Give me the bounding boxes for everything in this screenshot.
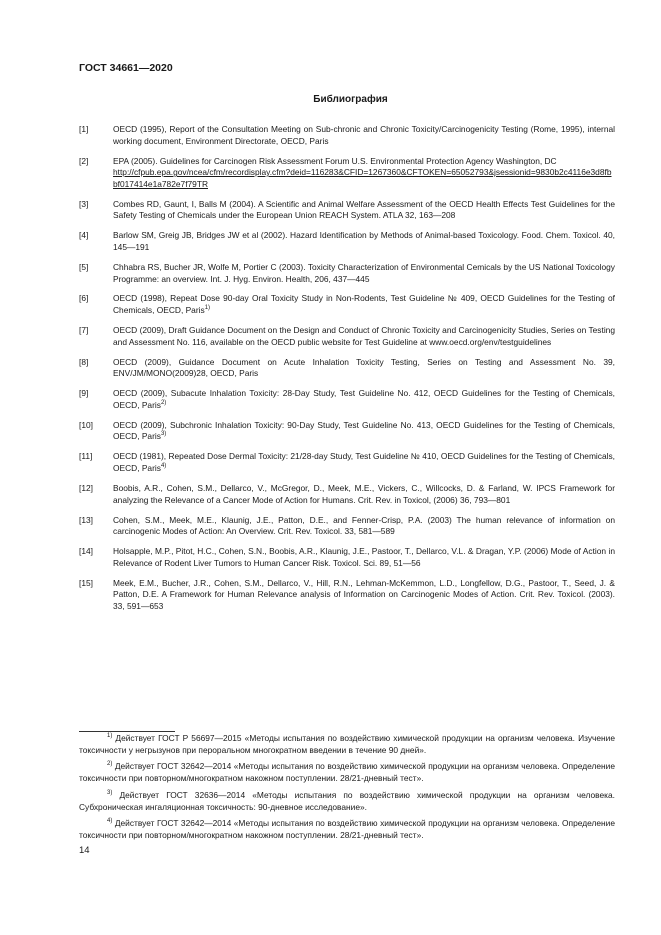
reference-item — [79, 357, 615, 380]
footnote-list — [79, 733, 615, 847]
reference-item — [79, 262, 615, 285]
footnote-text: Действует ГОСТ Р 56697—2015 «Методы испытания по воздействию химической продукции на организм человека. Изучение токсичности у негрызунов при пероральном многократном введении в течение 90 дней». — [79, 733, 615, 755]
reference-number: [11] — [79, 451, 93, 462]
reference-item — [79, 388, 615, 411]
reference-text: OECD (2009), Guidance Document on Acute Inhalation Toxicity Testing, Series on Testing and Assessment No. 39, ENV/JM/MONO(2009)28, OECD, Paris — [113, 356, 615, 379]
reference-text-block — [113, 451, 615, 474]
reference-list — [79, 124, 615, 621]
reference-number: [6] — [79, 293, 89, 304]
reference-text: Combes RD, Gaunt, I, Balls M (2004). A Scientific and Animal Welfare Assessment of the OECD Health Effects Test Guidelines for the Safety Testing of Chemicals under the European Union REACH System. ATLA 32, 163—208 — [113, 198, 615, 221]
reference-item — [79, 515, 615, 538]
reference-link[interactable]: http://cfpub.epa.gov/ncea/cfm/recordisplay.cfm?deid=116283&CFID=1267360&CFTOKEN=65052793&jsessionid=9830b2c4116e3d8fbbf017414e1a782e7f79TR — [113, 167, 612, 189]
reference-text-block — [113, 420, 615, 443]
reference-number: [14] — [79, 546, 93, 557]
bibliography-title: Библиография — [313, 94, 388, 105]
reference-item — [79, 230, 615, 253]
reference-item — [79, 451, 615, 474]
footnote-marker[interactable]: 1) — [204, 305, 211, 312]
page-number: 14 — [79, 845, 90, 856]
reference-number: [9] — [79, 388, 89, 399]
reference-number: [5] — [79, 261, 89, 272]
document-code: ГОСТ 34661—2020 — [79, 62, 173, 74]
reference-text: EPA (2005). Guidelines for Carcinogen Risk Assessment Forum U.S. Environmental Protection Agency Washington, DC — [113, 155, 557, 166]
reference-number: [1] — [79, 124, 89, 134]
reference-item — [79, 156, 615, 191]
footnote — [79, 818, 615, 841]
reference-item — [79, 546, 615, 569]
reference-text: Holsapple, M.P., Pitot, H.C., Cohen, S.N., Boobis, A.R., Klaunig, J.E., Pastoor, T., Dellarco, V.L. & Dragan, Y.P. (2006) Mode of Action in Relevance of Rodent Liver Tumors to Human Cancer Risk. Toxicol. Sci. 89, 51—56 — [113, 546, 615, 568]
reference-text: OECD (1998), Repeat Dose 90-day Oral Toxicity Study in Non-Rodents, Test Guideline № 409, OECD Guidelines for the Testing of Chemicals, OECD, Paris — [113, 293, 615, 316]
reference-number: [2] — [79, 155, 89, 166]
footnote-mark: 1) — [107, 733, 113, 739]
reference-text: OECD (1995), Report of the Consultation Meeting on Sub-chronic and Chronic Toxicity/Carcinogenicity Testing (Rome, 1995), internal working document, Environment Directorate, OECD, Paris — [113, 124, 615, 146]
reference-item — [79, 578, 615, 613]
footnote-marker[interactable]: 2) — [160, 399, 167, 406]
footnote-text: Действует ГОСТ 32642—2014 «Методы испытания по воздействию химической продукции на организм человека. Определение токсичности при повторном/многократном накожном поступлении. 28/21-дневный тест». — [79, 761, 615, 784]
footnote-text: Действует ГОСТ 32642—2014 «Методы испытания по воздействию химической продукции на организм человека. Определение токсичности при повторном/многократном накожном поступлении. 28/21-дневный тест». — [79, 818, 615, 840]
footnote-mark: 2) — [107, 761, 113, 768]
footnote-mark: 4) — [107, 818, 113, 825]
reference-text-block — [113, 293, 615, 316]
footnote — [79, 733, 615, 756]
reference-item — [79, 199, 615, 222]
reference-text: OECD (2009), Subchronic Inhalation Toxicity: 90-Day Study, Test Guideline No. 413, OECD Guidelines for the Testing of Chemicals, OECD, Paris — [113, 419, 615, 442]
reference-number: [15] — [79, 577, 93, 588]
footnote — [79, 761, 615, 784]
footnote-marker[interactable]: 4) — [160, 462, 167, 469]
reference-text-block — [113, 388, 615, 411]
reference-number: [3] — [79, 198, 89, 209]
reference-text: Meek, E.M., Bucher, J.R., Cohen, S.M., Dellarco, V., Hill, R.N., Lehman-McKemmon, L.D., Longfellow, D.G., Pastoor, T., Seed, J. & Patton, D.E. A Framework for Human Relevance analysis of Information on Carcinogenic Modes of Action. Crit. Rev. Toxicol. (2003). 33, 591—653 — [113, 577, 615, 611]
reference-text: Cohen, S.M., Meek, M.E., Klaunig, J.E., Patton, D.E., and Fenner-Crisp, P.A. (2003) The human relevance of information on carcinogenic Modes of Action: An Overview. Crit. Rev. Toxicol. 33, 581—589 — [113, 514, 615, 537]
reference-item — [79, 483, 615, 506]
reference-number: [12] — [79, 482, 93, 493]
reference-text: OECD (1981), Repeated Dose Dermal Toxicity: 21/28-day Study, Test Guideline № 410, OECD Guidelines for the Testing of Chemicals, OECD, Paris — [113, 451, 615, 473]
reference-item — [79, 325, 615, 348]
reference-number: [8] — [79, 356, 89, 367]
reference-number: [13] — [79, 514, 93, 525]
footnote-marker[interactable]: 3) — [160, 431, 167, 438]
reference-number: [10] — [79, 419, 93, 430]
reference-text: OECD (2009), Subacute Inhalation Toxicity: 28-Day Study, Test Guideline No. 412, OECD Guidelines for the Testing of Chemicals, OECD, Paris — [113, 388, 615, 410]
footnote-mark: 3) — [107, 789, 113, 796]
footnote — [79, 790, 615, 813]
reference-text: Boobis, A.R., Cohen, S.M., Dellarco, V., McGregor, D., Meek, M.E., Vickers, C., Willcocks, D. & Farland, W. IPCS Framework for analyzing the Relevance of a Cancer Mode of Action for Humans. Crit. Rev. in Toxicol, (2006) 36, 793—801 — [113, 482, 615, 505]
footnote-divider — [79, 731, 175, 732]
reference-text: Chhabra RS, Bucher JR, Wolfe M, Portier C (2003). Toxicity Characterization of Environmental Cemicals by the US National Toxicology Programme: an overview. Int. J. Hyg. Environ. Health, 206, 437—445 — [113, 261, 615, 284]
reference-item — [79, 124, 615, 147]
reference-text-block — [113, 156, 615, 191]
footnote-text: Действует ГОСТ 32636—2014 «Методы испытания по воздействию химической продукции на организм человека. Субхроническая ингаляционная токсичность: 90-дневное исследование». — [79, 789, 615, 812]
reference-text: OECD (2009), Draft Guidance Document on the Design and Conduct of Chronic Toxicity and Carcinogenicity Studies, Series on Testing and Assessment No. 116, available on the OECD public website for Test Guideline at www.oecd.org/env/testguidelines — [113, 325, 615, 347]
reference-item — [79, 293, 615, 316]
reference-text: Barlow SM, Greig JB, Bridges JW et al (2002). Hazard Identification by Methods of Animal-based Toxicology. Food. Chem. Toxicol. 40, 145—191 — [113, 230, 615, 252]
reference-number: [7] — [79, 325, 89, 336]
reference-item — [79, 420, 615, 443]
reference-number: [4] — [79, 230, 89, 241]
